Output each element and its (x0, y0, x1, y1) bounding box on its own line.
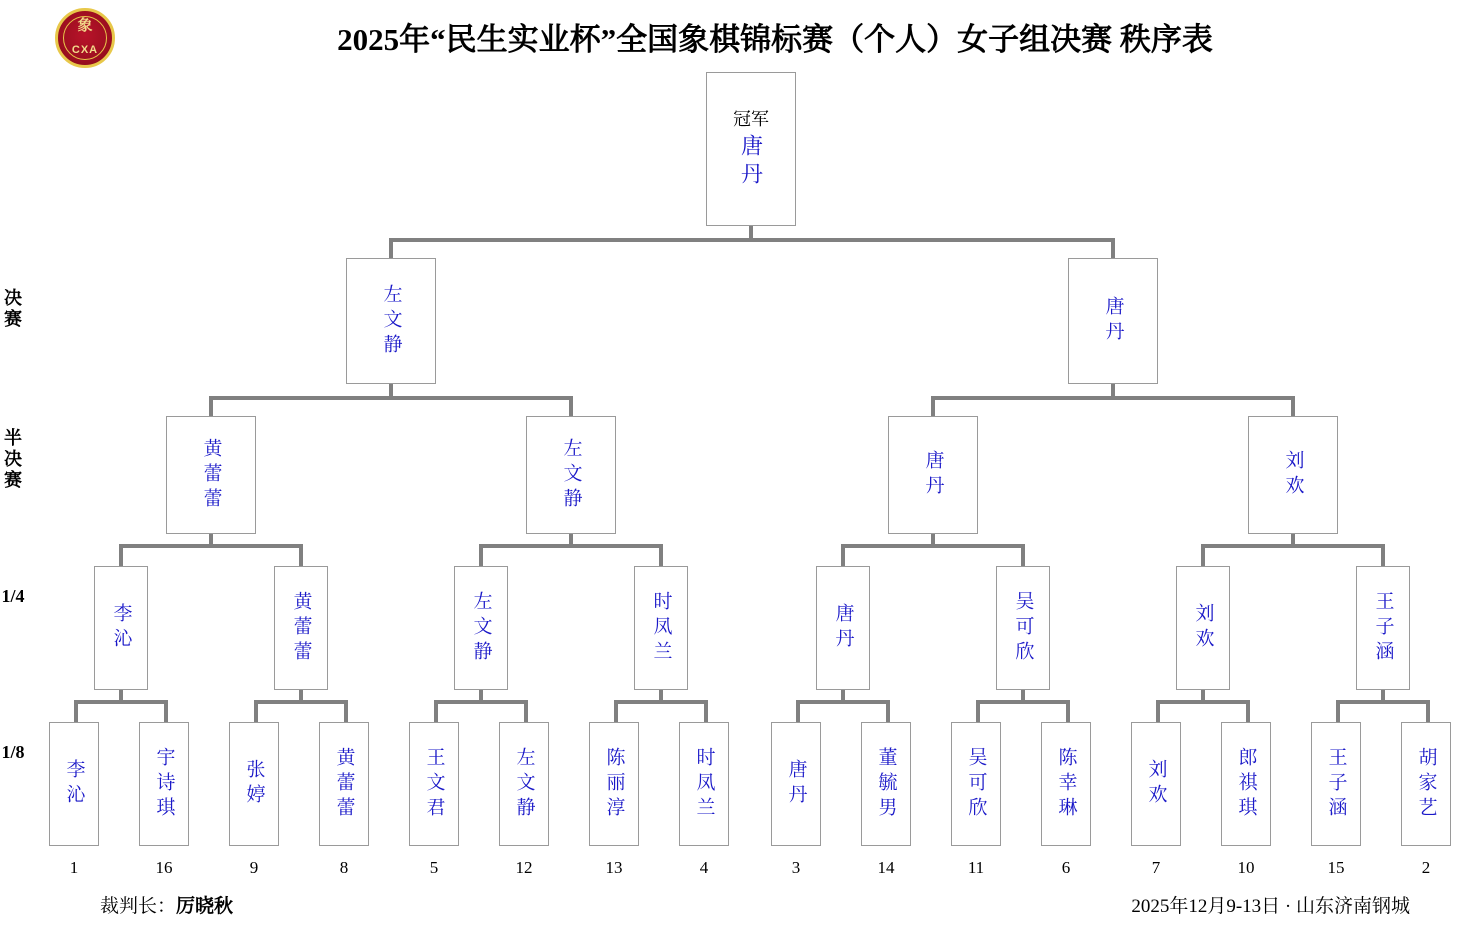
connector (524, 700, 528, 722)
seed-number: 3 (791, 858, 801, 877)
player-name: 黄蕾蕾 (200, 437, 222, 513)
connector (1201, 544, 1205, 566)
connector (614, 700, 618, 722)
page-title: 2025年“民生实业杯”全国象棋锦标赛（个人）女子组决赛 秩序表 (337, 22, 1213, 57)
semifinal-slot-2 (526, 416, 616, 534)
round16-slot-4 (319, 722, 369, 846)
round16-slot-11 (951, 722, 1001, 846)
round16-slot-2 (139, 722, 189, 846)
seed-number: 8 (339, 858, 349, 877)
round16-slot-5 (409, 722, 459, 846)
referee-label: 裁判长： (100, 896, 177, 917)
connector (1111, 238, 1115, 258)
player-name: 宇诗琪 (153, 746, 175, 822)
referee-line (100, 891, 233, 918)
player-name: 胡家艺 (1415, 746, 1437, 822)
seed-number: 12 (515, 858, 533, 877)
connector (74, 700, 168, 704)
round16-slot-14 (1221, 722, 1271, 846)
round-label-quarterfinal: 1/4 (1, 586, 25, 606)
champion-box (706, 72, 796, 226)
round-label-semifinal: 半决赛 (4, 428, 22, 490)
connector (1381, 544, 1385, 566)
connector (119, 544, 123, 566)
player-name: 李沁 (63, 759, 85, 809)
connector (886, 700, 890, 722)
connector (119, 544, 303, 548)
connector (434, 700, 438, 722)
player-name: 王子涵 (1372, 590, 1394, 666)
connector (614, 700, 708, 704)
player-name: 黄蕾蕾 (333, 746, 355, 822)
connector (931, 396, 1295, 400)
player-name: 唐丹 (922, 450, 944, 500)
player-name: 唐丹 (785, 759, 807, 809)
connector (344, 700, 348, 722)
semifinal-slot-3 (888, 416, 978, 534)
quarterfinal-slot-7 (1176, 566, 1230, 690)
round16-slot-16 (1401, 722, 1451, 846)
connector (1246, 700, 1250, 722)
seed-number: 4 (699, 858, 709, 877)
connector (209, 396, 573, 400)
referee-name: 厉晓秋 (176, 896, 234, 917)
champion-caption: 冠军 (733, 109, 769, 129)
seed-number: 1 (69, 858, 79, 877)
connector (704, 700, 708, 722)
round16-slot-7 (589, 722, 639, 846)
player-name: 陈丽淳 (603, 746, 625, 822)
round16-slot-10 (861, 722, 911, 846)
seed-number: 14 (877, 858, 895, 877)
round16-slot-15 (1311, 722, 1361, 846)
round16-slot-9 (771, 722, 821, 846)
player-name: 左文静 (560, 437, 582, 513)
quarterfinal-slot-4 (634, 566, 688, 690)
connector (659, 544, 663, 566)
connector (1336, 700, 1340, 722)
connector (1156, 700, 1160, 722)
seed-number: 13 (605, 858, 623, 877)
seed-number: 7 (1151, 858, 1161, 877)
player-name: 吴可欣 (965, 746, 987, 822)
connector (1156, 700, 1250, 704)
connector (389, 238, 393, 258)
player-name: 左文静 (470, 590, 492, 666)
player-name: 王文君 (423, 746, 445, 822)
seed-number: 16 (155, 858, 173, 877)
connector (209, 396, 213, 416)
seed-number: 10 (1237, 858, 1255, 877)
quarterfinal-slot-3 (454, 566, 508, 690)
connector (569, 396, 573, 416)
player-name: 黄蕾蕾 (290, 590, 312, 666)
connector (841, 544, 1025, 548)
player-name: 刘欢 (1282, 450, 1304, 500)
association-logo (55, 8, 115, 68)
player-name: 时凤兰 (650, 590, 672, 666)
semifinal-slot-4 (1248, 416, 1338, 534)
connector (976, 700, 1070, 704)
logo-glyph: 象 (77, 18, 93, 34)
seed-number: 15 (1327, 858, 1345, 877)
player-name: 李沁 (110, 603, 132, 653)
connector (254, 700, 348, 704)
player-name: 张婷 (243, 759, 265, 809)
seed-number: 9 (249, 858, 259, 877)
connector (389, 238, 1115, 242)
semifinal-slot-1 (166, 416, 256, 534)
player-name: 陈幸琳 (1055, 746, 1077, 822)
connector (434, 700, 528, 704)
seed-number: 6 (1061, 858, 1071, 877)
player-name: 刘欢 (1192, 603, 1214, 653)
player-name: 刘欢 (1145, 759, 1167, 809)
player-name: 时凤兰 (693, 746, 715, 822)
quarterfinal-slot-1 (94, 566, 148, 690)
round16-slot-12 (1041, 722, 1091, 846)
player-name: 左文静 (380, 283, 402, 359)
round-label-round16: 1/8 (1, 742, 25, 762)
quarterfinal-slot-6 (996, 566, 1050, 690)
player-name: 唐丹 (1102, 296, 1124, 346)
connector (1021, 544, 1025, 566)
champion-name: 唐丹 (738, 134, 764, 190)
connector (1426, 700, 1430, 722)
connector (479, 544, 663, 548)
connector (1291, 396, 1295, 416)
player-name: 董毓男 (875, 746, 897, 822)
round16-slot-3 (229, 722, 279, 846)
quarterfinal-slot-5 (816, 566, 870, 690)
quarterfinal-slot-2 (274, 566, 328, 690)
player-name: 左文静 (513, 746, 535, 822)
final-slot-right (1068, 258, 1158, 384)
connector (1201, 544, 1385, 548)
seed-number: 5 (429, 858, 439, 877)
round-label-final: 决赛 (4, 288, 22, 329)
connector (976, 700, 980, 722)
connector (841, 544, 845, 566)
round16-slot-1 (49, 722, 99, 846)
round16-slot-6 (499, 722, 549, 846)
round16-slot-8 (679, 722, 729, 846)
connector (479, 544, 483, 566)
player-name: 郎祺琪 (1235, 746, 1257, 822)
connector (254, 700, 258, 722)
connector (931, 396, 935, 416)
round16-slot-13 (1131, 722, 1181, 846)
seed-number: 2 (1421, 858, 1431, 877)
connector (299, 544, 303, 566)
event-info: 2025年12月9-13日 · 山东济南钢城 (1131, 896, 1410, 917)
player-name: 吴可欣 (1012, 590, 1034, 666)
quarterfinal-slot-8 (1356, 566, 1410, 690)
final-slot-left (346, 258, 436, 384)
player-name: 唐丹 (832, 603, 854, 653)
connector (1336, 700, 1430, 704)
connector (74, 700, 78, 722)
player-name: 王子涵 (1325, 746, 1347, 822)
seed-number: 11 (967, 858, 985, 877)
connector (1066, 700, 1070, 722)
connector (796, 700, 890, 704)
logo-cxa-text: CXA (71, 44, 99, 56)
connector (164, 700, 168, 722)
connector (796, 700, 800, 722)
